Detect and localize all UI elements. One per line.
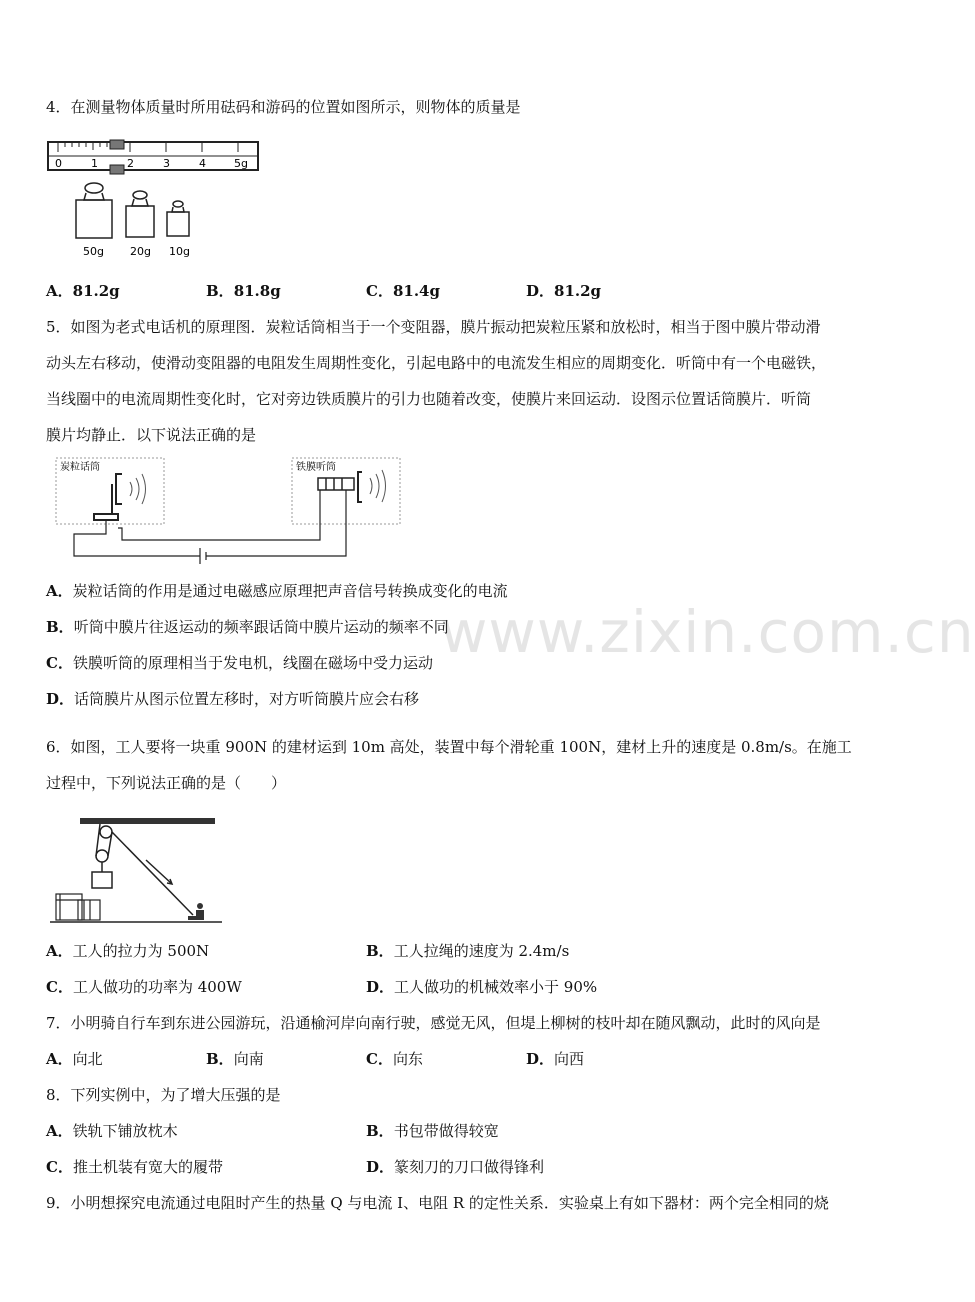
beam-scale — [48, 140, 258, 174]
receiver-coil — [318, 472, 362, 502]
q8-option-a[interactable]: A．铁轨下铺放枕木 — [46, 1122, 178, 1140]
q8-stem: 8．下列实例中，为了增大压强的是 — [46, 1086, 281, 1104]
q5-stem-line-1: 5．如图为老式电话机的原理图．炭粒话筒相当于一个变阻器，膜片振动把炭粒压紧和放松时，相当于图中膜片带动滑 — [46, 318, 821, 336]
circuit-wires — [74, 490, 346, 564]
q5-option-a[interactable]: A．炭粒话筒的作用是通过电磁感应原理把声音信号转换成变化的电流 — [46, 582, 508, 600]
q7-stem: 7．小明骑自行车到东进公园游玩，沿通榆河岸向南行驶，感觉无风，但堤上柳树的枝叶却在随风飘动，此时的风向是 — [46, 1014, 821, 1032]
q5-option-c[interactable]: C．铁膜听筒的原理相当于发电机，线圈在磁场中受力运动 — [46, 654, 433, 672]
q6-pulley-figure — [50, 812, 225, 928]
scale-tick-1: 1 — [91, 157, 98, 170]
q5-telephone-circuit — [50, 456, 410, 566]
q5-stem-line-4: 膜片均静止．以下说法正确的是 — [46, 426, 257, 444]
weight-20g — [126, 191, 154, 237]
watermark: www.zixin.com.cn — [440, 598, 975, 666]
weight-50g — [76, 183, 112, 238]
q8-option-c[interactable]: C．推土机装有宽大的履带 — [46, 1158, 223, 1176]
scale-tick-3: 3 — [163, 157, 170, 170]
q6-option-d[interactable]: D．工人做功的机械效率小于 90% — [366, 978, 598, 996]
q7-option-b[interactable]: B．向南 — [206, 1050, 264, 1068]
q5-stem-line-3: 当线圈中的电流周期性变化时，它对旁边铁质膜片的引力也随着改变，使膜片来回运动．设图示位置话筒膜片．听筒 — [46, 390, 812, 408]
q6-option-c[interactable]: C．工人做功的功率为 400W — [46, 978, 242, 996]
q5-option-d[interactable]: D．话筒膜片从图示位置左移时，对方听筒膜片应会右移 — [46, 690, 420, 708]
microphone-diaphragm — [94, 474, 122, 520]
q4-option-d[interactable]: D．81.2g — [526, 282, 602, 300]
q6-stem-line-2: 过程中，下列说法正确的是（ ） — [46, 774, 287, 792]
stacked-materials — [56, 894, 100, 920]
weight-label-10g: 10g — [169, 245, 190, 258]
scale-tick-4: 4 — [199, 157, 206, 170]
weight-label-20g: 20g — [130, 245, 151, 258]
sound-waves-left — [130, 474, 146, 504]
sound-waves-right — [370, 470, 386, 502]
pulley-system — [92, 824, 193, 915]
q7-option-c[interactable]: C．向东 — [366, 1050, 423, 1068]
q5-stem-line-2: 动头左右移动，使滑动变阻器的电阻发生周期性变化，引起电路中的电流发生相应的周期变化．听筒中有一个电磁铁， — [46, 354, 827, 372]
q4-option-b[interactable]: B．81.8g — [206, 282, 281, 300]
q8-option-d[interactable]: D．篆刻刀的刀口做得锋利 — [366, 1158, 545, 1176]
q8-option-b[interactable]: B．书包带做得较宽 — [366, 1122, 499, 1140]
q5-option-b[interactable]: B．听筒中膜片往返运动的频率跟话筒中膜片运动的频率不同 — [46, 618, 449, 636]
q4-option-a[interactable]: A．81.2g — [46, 282, 120, 300]
scale-tick-5: 5g — [234, 157, 248, 170]
ceiling-beam — [80, 818, 215, 824]
label-carbon-mic: 炭粒话筒 — [60, 462, 100, 473]
q7-option-d[interactable]: D．向西 — [526, 1050, 585, 1068]
q7-option-a[interactable]: A．向北 — [46, 1050, 103, 1068]
scale-tick-0: 0 — [55, 157, 62, 170]
scale-tick-2: 2 — [127, 157, 134, 170]
q4-option-c[interactable]: C．81.4g — [366, 282, 440, 300]
weight-10g — [167, 201, 189, 236]
q6-stem-line-1: 6．如图，工人要将一块重 900N 的建材运到 10m 高处，装置中每个滑轮重 100N，建材上升的速度是 0.8m/s。在施工 — [46, 738, 852, 756]
q6-option-b[interactable]: B．工人拉绳的速度为 2.4m/s — [366, 942, 570, 960]
label-iron-receiver: 铁膜听筒 — [296, 462, 336, 473]
q4-stem: 4．在测量物体质量时所用砝码和游码的位置如图所示，则物体的质量是 — [46, 98, 521, 116]
q4-balance-figure — [44, 132, 264, 260]
q9-stem: 9．小明想探究电流通过电阻时产生的热量 Q 与电流 I、电阻 R 的定性关系．实验桌上有如下器材：两个完全相同的烧 — [46, 1194, 829, 1212]
weight-label-50g: 50g — [83, 245, 104, 258]
q6-option-a[interactable]: A．工人的拉力为 500N — [46, 942, 210, 960]
building-material — [92, 872, 112, 888]
